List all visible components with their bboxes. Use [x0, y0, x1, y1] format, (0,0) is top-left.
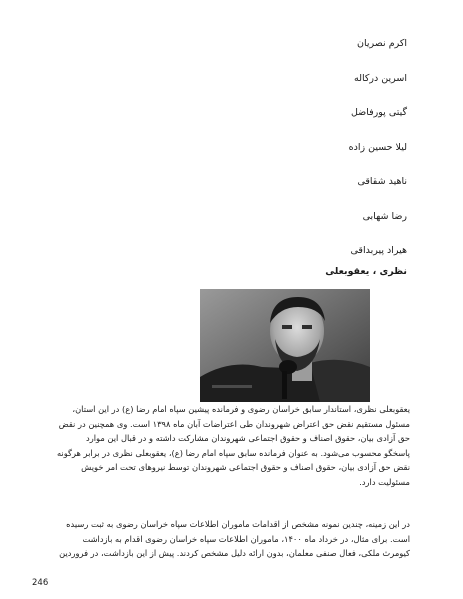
list-item: اکرم نصریان — [357, 38, 407, 49]
paragraph-line: نقض حق آزادی بیان، حقوق اصناف و حقوق اجتماعی شهروندان توسط نیروهای تحت امر خویش — [81, 462, 410, 472]
paragraph-line: مسئول مستقیم نقض حق اعتراض شهروندان طی اعتراضات آبان ماه ۱۳۹۸ است. وی همچنین در نقض — [58, 418, 410, 429]
paragraph-line: مسئولیت دارد. — [359, 476, 410, 487]
paragraph-line: پاسخگو محسوب می‌شود. به عنوان فرمانده سابق سپاه امام رضا (ع)، یعقوبعلی نظری در برابر هرگونه — [56, 447, 410, 458]
list-item: گیتی پورفاضل — [350, 107, 407, 118]
paragraph-line: در این زمینه، چندین نمونه مشخص از اقدامات ماموران اطلاعات سپاه خراسان رضوی به ثبت رسیده — [66, 519, 410, 529]
paragraph-line: حق آزادی بیان، حقوق اصناف و حقوق اجتماعی شهروندان مشارکت داشته و در قبال این موارد — [86, 433, 410, 443]
paragraph-line: است. برای مثال، در خرداد ماه ۱۴۰۰، ماموران اطلاعات سپاه خراسان رضوی اقدام به بازداشت — [82, 533, 410, 544]
names-list — [349, 38, 407, 280]
list-item: هیراد پیربداقی — [350, 245, 407, 256]
list-item: لیلا حسین زاده — [348, 141, 407, 153]
list-item: اسرین درکاله — [354, 72, 407, 84]
paragraph-1 — [55, 402, 410, 489]
paragraph-2 — [55, 517, 410, 561]
section-heading: نظری ، یعقوبعلی — [325, 266, 407, 277]
list-item: ناهید شقاقی — [357, 176, 407, 187]
paragraph-line: کیومرث ملکی، فعال صنفی معلمان، بدون ارائه دلیل مشخص کردند. پیش از این بازداشت، در فروردین — [59, 548, 410, 558]
portrait-photo — [200, 289, 370, 402]
page-number: 246 — [32, 578, 49, 588]
paragraph-line: یعقوبعلی نظری، استاندار سابق خراسان رضوی و فرمانده پیشین سپاه امام رضا (ع) در این استان، — [72, 404, 410, 414]
list-item: رضا شهابی — [362, 210, 407, 222]
